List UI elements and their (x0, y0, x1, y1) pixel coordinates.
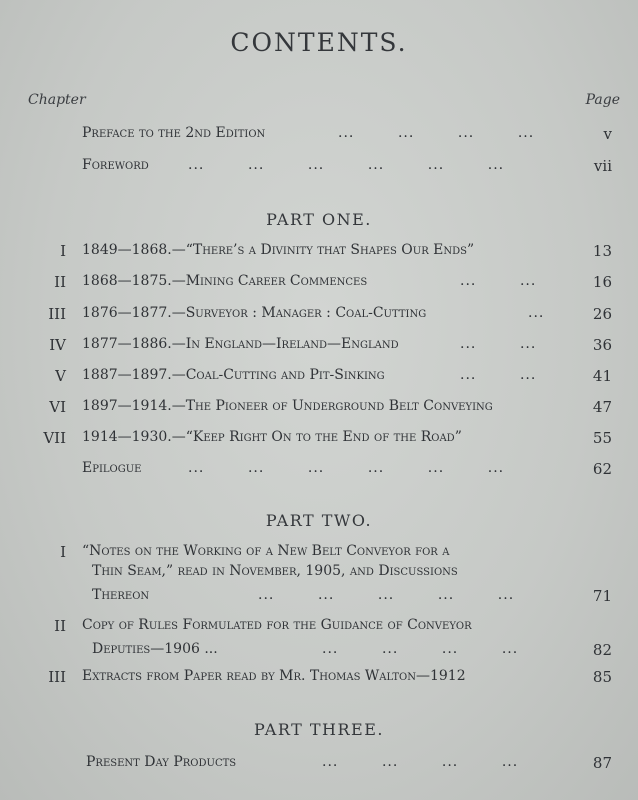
chapter-number: I (60, 242, 66, 260)
part-one-heading: PART ONE. (266, 210, 372, 229)
entry-page: 13 (592, 242, 612, 260)
entry-title: 1887—1897.—Coal-Cutting and Pit-Sinking (82, 367, 385, 383)
entry-title-line: Deputies—1906 ... (92, 641, 218, 657)
entry-page: 71 (592, 587, 612, 605)
entry-title: 1876—1877.—Surveyor : Manager : Coal-Cutting (82, 305, 427, 321)
entry-page: 55 (592, 429, 612, 447)
entry-title-line: “Notes on the Working of a New Belt Conveyor for a (82, 543, 450, 559)
entry-page: 87 (592, 754, 612, 772)
entry-title: 1868—1875.—Mining Career Commences (82, 273, 368, 289)
leader-dots: ... ... ... ... ... (258, 587, 515, 603)
chapter-number: V (55, 367, 66, 385)
leader-dots: ... (528, 305, 545, 321)
chapter-number: III (48, 305, 66, 323)
chapter-number: IV (49, 336, 66, 354)
entry-title: 1897—1914.—The Pioneer of Underground Belt Conveying (82, 398, 493, 414)
entry-page: 41 (592, 367, 612, 385)
entry-page: 36 (592, 336, 612, 354)
entry-title: 1914—1930.—“Keep Right On to the End of the Road” (82, 429, 462, 445)
leader-dots: ... ... ... ... ... ... (188, 157, 505, 173)
chapter-column-header: Chapter (28, 92, 86, 108)
part-two-heading: PART TWO. (265, 511, 373, 530)
chapter-number: II (54, 273, 66, 291)
entry-page: 16 (592, 273, 612, 291)
page-title: CONTENTS. (230, 28, 408, 57)
entry-title: Foreword (82, 157, 149, 173)
entry-title-line: Thin Seam,” read in November, 1905, and Discussions (92, 563, 458, 579)
leader-dots: ... ... (460, 367, 537, 383)
chapter-number: I (60, 543, 66, 561)
entry-title: 1877—1886.—In England—Ireland—England (82, 336, 399, 352)
leader-dots: ... ... ... ... (322, 754, 519, 770)
leader-dots: ... ... ... ... (338, 125, 535, 141)
page-column-header: Page (585, 92, 620, 108)
leader-dots: ... ... (460, 273, 537, 289)
leader-dots: ... ... ... ... (322, 641, 519, 657)
entry-page: 62 (592, 460, 612, 478)
entry-title: Present Day Products (86, 754, 237, 770)
entry-page: v (603, 125, 612, 143)
chapter-number: VII (43, 429, 66, 447)
part-three-heading: PART THREE. (254, 720, 384, 739)
leader-dots: ... ... (460, 336, 537, 352)
entry-page: 82 (592, 641, 612, 659)
entry-title: Epilogue (82, 460, 142, 476)
entry-page: 85 (592, 668, 612, 686)
entry-title: 1849—1868.—“There’s a Divinity that Shapes Our Ends” (82, 242, 475, 258)
entry-page: vii (593, 157, 612, 175)
entry-title: Preface to the 2nd Edition (82, 125, 266, 141)
entry-title-line: Extracts from Paper read by Mr. Thomas Walton—1912 (82, 668, 466, 684)
chapter-number: VI (49, 398, 66, 416)
chapter-number: II (54, 617, 66, 635)
chapter-number: III (48, 668, 66, 686)
leader-dots: ... ... ... ... ... ... (188, 460, 505, 476)
entry-page: 26 (592, 305, 612, 323)
entry-title-line: Thereon (92, 587, 150, 603)
entry-page: 47 (592, 398, 612, 416)
entry-title-line: Copy of Rules Formulated for the Guidance of Conveyor (82, 617, 472, 633)
